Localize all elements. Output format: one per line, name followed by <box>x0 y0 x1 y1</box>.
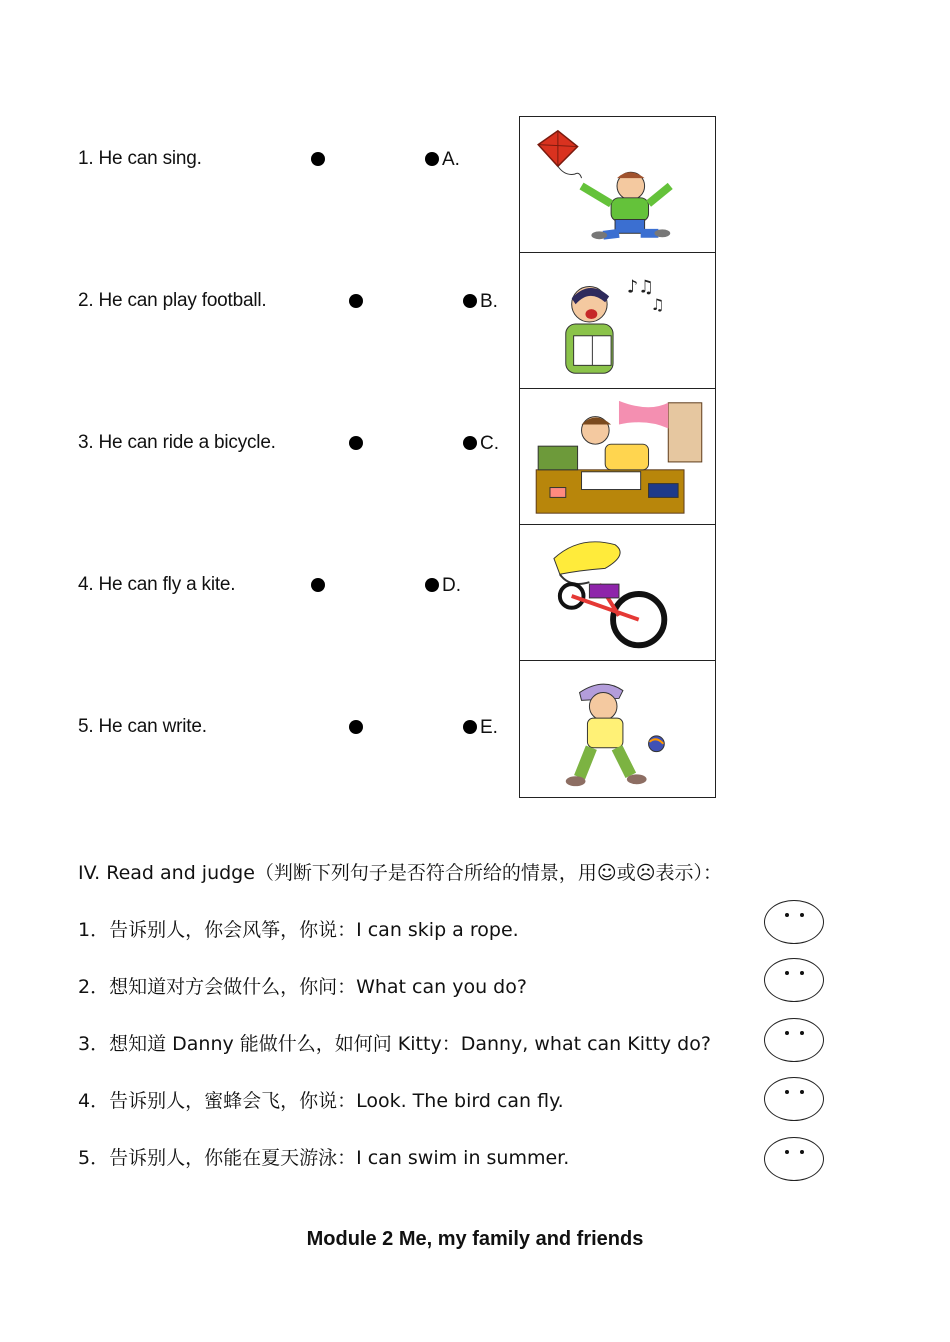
football-picture <box>519 660 716 798</box>
bicycle-picture <box>519 524 716 662</box>
match-sentence-3: 3. He can ride a bicycle. <box>78 432 276 453</box>
match-dot-left-1[interactable] <box>311 152 325 166</box>
singing-picture <box>519 252 716 390</box>
match-dot-left-2[interactable] <box>349 294 363 308</box>
judge-item-1: 1．告诉别人，你会风筝，你说：I can skip a rope. <box>78 919 519 941</box>
match-letter-b: B. <box>480 291 498 312</box>
svg-text:♪♫: ♪♫ <box>626 277 655 298</box>
match-dot-right-2[interactable] <box>463 294 477 308</box>
match-dot-right-1[interactable] <box>425 152 439 166</box>
writing-picture <box>519 388 716 526</box>
kite-picture <box>519 116 716 254</box>
judge-item-3: 3．想知道 Danny 能做什么，如何问 Kitty：Danny, what can Kitty do? <box>78 1033 711 1055</box>
match-dot-left-3[interactable] <box>349 436 363 450</box>
match-letter-c: C. <box>480 433 499 454</box>
judge-item-5: 5．告诉别人，你能在夏天游泳：I can swim in summer. <box>78 1147 570 1169</box>
answer-face-1[interactable] <box>764 900 824 944</box>
answer-face-4[interactable] <box>764 1077 824 1121</box>
match-dot-right-4[interactable] <box>425 578 439 592</box>
answer-face-2[interactable] <box>764 958 824 1002</box>
match-dot-left-5[interactable] <box>349 720 363 734</box>
match-letter-a: A. <box>442 149 460 170</box>
match-letter-d: D. <box>442 575 461 596</box>
answer-face-5[interactable] <box>764 1137 824 1181</box>
match-sentence-4: 4. He can fly a kite. <box>78 574 236 595</box>
match-dot-left-4[interactable] <box>311 578 325 592</box>
answer-face-3[interactable] <box>764 1018 824 1062</box>
match-letter-e: E. <box>480 717 498 738</box>
judge-item-2: 2．想知道对方会做什么，你问：What can you do? <box>78 976 527 998</box>
svg-text:♫: ♫ <box>650 295 665 315</box>
judge-item-4: 4．告诉别人，蜜蜂会飞，你说：Look. The bird can fly. <box>78 1090 564 1112</box>
match-sentence-2: 2. He can play football. <box>78 290 267 311</box>
section-heading: IV. Read and judge（判断下列句子是否符合所给的情景，用☺或☹表示）： <box>78 862 723 884</box>
match-dot-right-3[interactable] <box>463 436 477 450</box>
match-dot-right-5[interactable] <box>463 720 477 734</box>
module-title: Module 2 Me, my family and friends <box>306 1228 644 1250</box>
match-sentence-5: 5. He can write. <box>78 716 207 737</box>
match-sentence-1: 1. He can sing. <box>78 148 202 169</box>
